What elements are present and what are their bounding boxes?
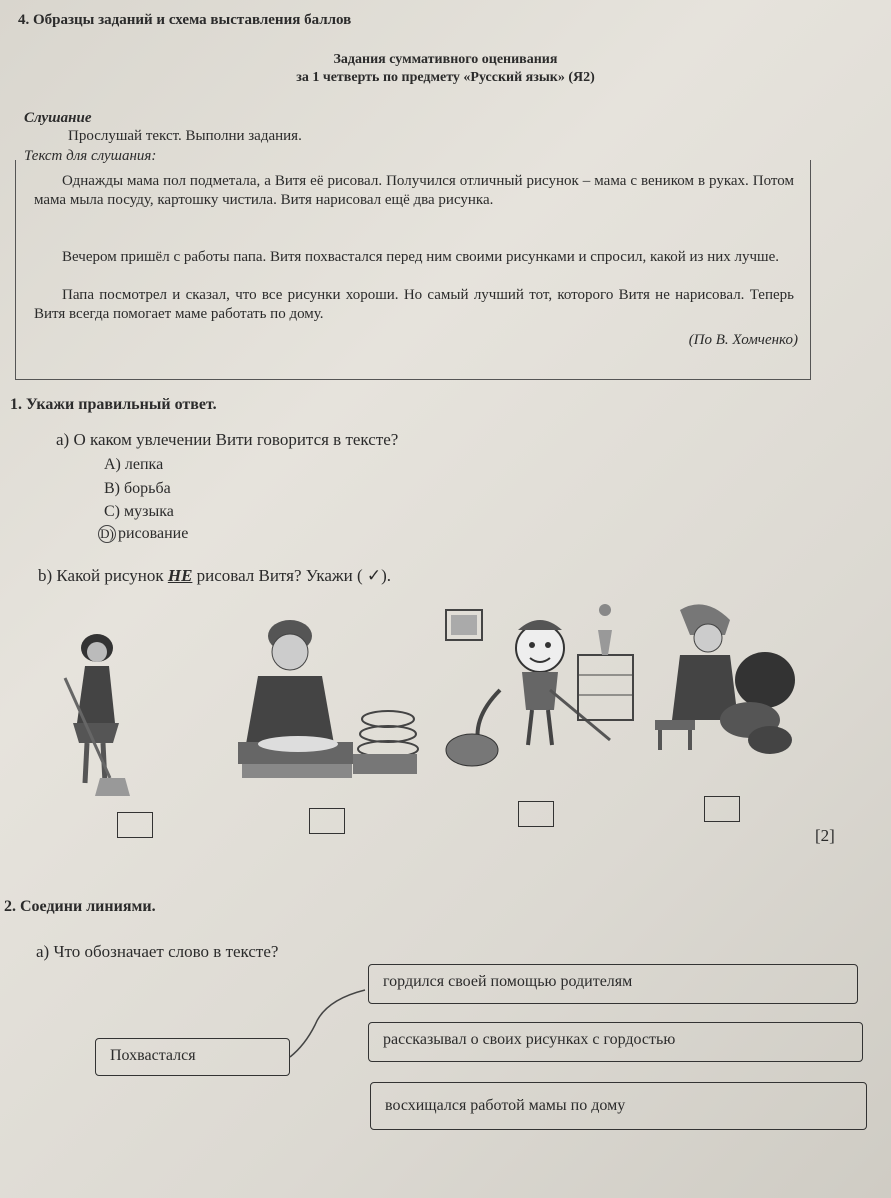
listening-paragraph: Однажды мама пол подметала, а Витя её рисовал. Получился отличный рисунок – мама с веником в руках. Потом мама мыла посуду, картошку чистила. Витя нарисовал ещё два рисунка. <box>34 173 794 208</box>
match-option-2[interactable]: рассказывал о своих рисунках с гордостью <box>368 1022 863 1062</box>
woman-washing-dishes-picture <box>238 614 420 786</box>
picture-2-checkbox[interactable] <box>309 808 345 834</box>
option-text: лепка <box>124 456 164 473</box>
match-option-3[interactable]: восхищался работой мамы по дому <box>370 1082 867 1130</box>
hand-drawn-connecting-line <box>285 985 375 1065</box>
selected-circle-mark: D) <box>98 525 116 543</box>
option-c[interactable] <box>104 503 174 521</box>
option-d-selected[interactable] <box>98 525 188 543</box>
title-line1: Задания суммативного оценивания <box>333 52 558 67</box>
option-letter: C) <box>104 503 120 520</box>
option-a[interactable] <box>104 456 163 474</box>
option-letter: A) <box>104 456 121 473</box>
option-text: музыка <box>124 503 174 520</box>
option-b[interactable] <box>104 480 171 498</box>
listening-paragraph: Вечером пришёл с работы папа. Витя похвастался перед ним своими рисунками и спросил, какой из них лучше. <box>62 249 779 265</box>
task1-score: [2] <box>815 826 835 845</box>
picture-4-checkbox[interactable] <box>704 796 740 822</box>
listening-heading: Слушание <box>24 110 92 126</box>
picture-1-checkbox[interactable] <box>117 812 153 838</box>
woman-peeling-potatoes-picture <box>650 600 800 770</box>
emphasis-ne: НЕ <box>167 566 193 585</box>
listening-paragraph: Папа посмотрел и сказал, что все рисунки хороши. Но самый лучший тот, которого Витя не нарисовал. Теперь Витя всегда помогает маме работать по дому. <box>34 287 794 322</box>
option-letter: B) <box>104 480 120 497</box>
boy-vacuuming-picture <box>440 600 640 780</box>
task2-heading: 2. Соедини линиями. <box>4 898 156 915</box>
task1-question-a: а) О каком увлечении Вити говорится в тексте? <box>56 430 399 449</box>
listening-label: Текст для слушания: <box>24 148 157 164</box>
word-box-pokhvastalsya[interactable]: Похвастался <box>95 1038 290 1076</box>
section-heading: 4. Образцы заданий и схема выставления баллов <box>18 12 352 28</box>
option-text: рисование <box>118 525 189 542</box>
task2-question: а) Что обозначает слово в тексте? <box>36 942 279 961</box>
listening-author: (По В. Хомченко) <box>688 332 798 348</box>
task1-heading: 1. Укажи правильный ответ. <box>10 396 217 413</box>
woman-sweeping-picture <box>55 628 140 798</box>
match-option-1[interactable]: гордился своей помощью родителям <box>368 964 858 1004</box>
listening-text-box <box>15 160 811 380</box>
task1-question-b: b) Какой рисунок НЕ рисовал Витя? Укажи ( ✓). <box>38 566 392 585</box>
listening-instruction: Прослушай текст. Выполни задания. <box>68 128 302 144</box>
option-text: борьба <box>124 480 171 497</box>
title-line2: за 1 четверть по предмету «Русский язык» (Я2) <box>296 70 595 85</box>
picture-3-checkbox[interactable] <box>518 801 554 827</box>
